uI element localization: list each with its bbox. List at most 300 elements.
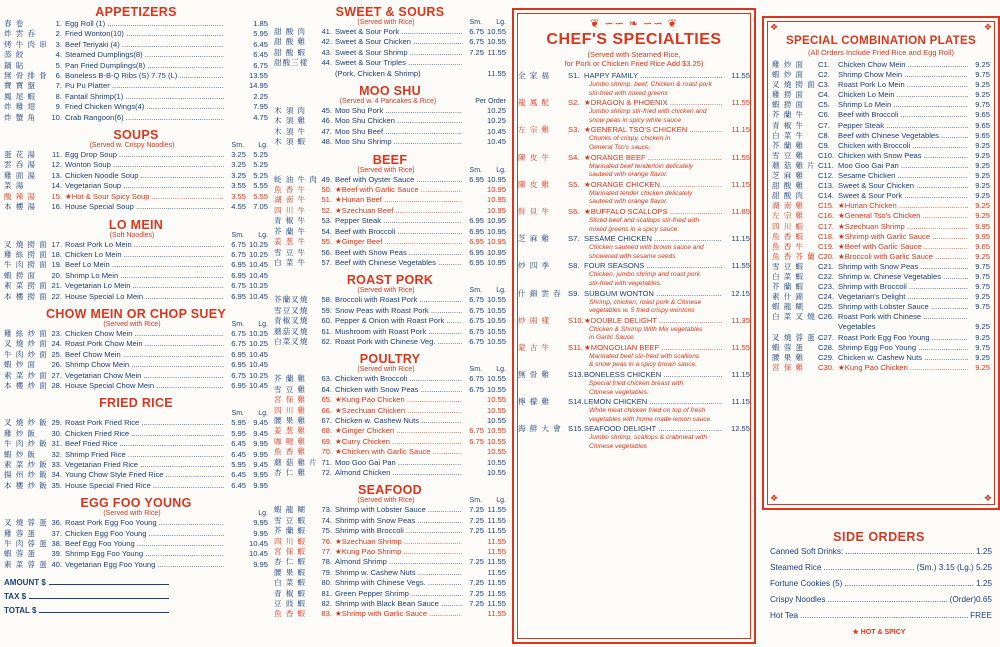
menu-item[interactable]	[274, 578, 506, 588]
combo-item[interactable]	[772, 333, 990, 343]
item-price-large: 7.05	[253, 202, 268, 212]
item-price-large: 10.95	[486, 257, 506, 267]
menu-item[interactable]	[4, 102, 268, 112]
item-name: Sweet & Sour Chicken .....	[335, 37, 462, 47]
menu-item[interactable]	[4, 29, 268, 39]
beef-section	[274, 153, 506, 269]
item-price-small: 6.95	[469, 237, 484, 247]
combo-item[interactable]	[772, 242, 990, 252]
chef-item[interactable]	[518, 207, 750, 217]
menu-item[interactable]	[274, 337, 506, 347]
menu-item[interactable]	[4, 481, 268, 491]
item-chinese-name: 烤 牛 肉 串	[4, 39, 48, 49]
item-name: Crab Rangoon(6) .....	[65, 113, 224, 123]
item-chinese-name: 魚 香 蝦	[274, 609, 307, 619]
combo-list	[768, 60, 994, 373]
side-order-item[interactable]	[762, 544, 996, 560]
combo-item[interactable]	[772, 70, 990, 80]
menu-item[interactable]	[4, 61, 268, 71]
menu-item[interactable]	[274, 458, 506, 468]
side-order-item[interactable]	[762, 560, 996, 576]
menu-item[interactable]	[274, 599, 506, 609]
menu-item[interactable]	[274, 27, 506, 37]
item-price: 9.75	[975, 100, 990, 110]
item-price-small: 7.25	[469, 557, 484, 567]
item-name: ★Broccoli with Garlic Sauce .....	[838, 252, 968, 262]
menu-item[interactable]	[4, 181, 268, 191]
menu-item[interactable]	[274, 237, 506, 247]
item-number: C24.	[818, 292, 835, 302]
item-chinese-name: 芥 蘭 牛	[772, 110, 805, 120]
side-order-item[interactable]	[762, 608, 996, 624]
menu-item[interactable]	[4, 160, 268, 170]
item-description: Marinated beef stir-fried with scallions	[589, 352, 700, 360]
combo-item[interactable]	[772, 353, 990, 363]
menu-item[interactable]	[274, 137, 506, 147]
item-chinese-name: 雪 豆 蝦	[274, 515, 307, 525]
item-chinese-name: 四 川 牛	[274, 205, 307, 215]
combo-item[interactable]	[772, 252, 990, 262]
menu-item[interactable]	[274, 385, 506, 395]
menu-item[interactable]	[274, 505, 506, 515]
item-number: S15.	[568, 424, 584, 434]
combo-item[interactable]	[772, 121, 990, 131]
menu-item[interactable]	[4, 40, 268, 50]
item-price-large: 9.95	[253, 449, 268, 459]
item-number: 58.	[321, 295, 332, 305]
menu-item[interactable]	[274, 557, 506, 567]
menu-item[interactable]	[4, 539, 268, 549]
item-number: 72.	[321, 468, 332, 477]
item-name: Green Pepper Shrimp .....	[335, 589, 462, 599]
item-price-large: 2.25	[253, 91, 268, 101]
item-chinese-name: 甜 酸 雞	[274, 37, 307, 47]
menu-item[interactable]	[274, 258, 506, 268]
menu-item[interactable]	[4, 429, 268, 439]
item-price-small: 6.75	[469, 426, 484, 436]
menu-item[interactable]	[4, 529, 268, 539]
item-price-small: 6.45	[231, 439, 246, 449]
item-price: 11.85	[731, 206, 750, 216]
menu-item[interactable]	[4, 350, 268, 360]
corner-ornament-icon: ❖	[770, 22, 779, 32]
item-description: Sliced beef and scallops stir-fried with	[589, 216, 700, 224]
item-price: 9.25	[975, 211, 990, 221]
chef-item[interactable]	[518, 71, 750, 81]
chef-item[interactable]	[518, 261, 750, 271]
item-price-small: 6.75	[231, 249, 246, 259]
item-name: Roast Pork Lo Mein .....	[838, 80, 968, 90]
item-price: 9.25	[975, 80, 990, 90]
item-price-large: 10.45	[486, 126, 506, 136]
item-price-large: 10.55	[486, 326, 506, 336]
combo-item[interactable]	[772, 363, 990, 373]
item-name: Roast Pork Fried Rice .....	[65, 418, 224, 428]
menu-item[interactable]	[274, 295, 506, 305]
item-chinese-name: 芥 蘭 蝦	[274, 526, 307, 536]
combo-item[interactable]	[772, 272, 990, 282]
item-name: ★DOUBLE DELIGHT .....	[584, 316, 722, 326]
item-number: 52.	[321, 205, 332, 215]
item-price: 9.75	[975, 70, 990, 80]
chef-title: CHEF'S SPECIALTIES	[546, 31, 722, 48]
lg-header: Lg.	[496, 287, 506, 295]
menu-item[interactable]	[274, 406, 506, 416]
item-price-small: 6.75	[469, 305, 484, 315]
item-price-small: 6.75	[231, 239, 246, 249]
combo-item[interactable]	[772, 60, 990, 70]
item-number: C29.	[818, 352, 835, 362]
combo-item[interactable]	[772, 222, 990, 232]
item-price-large: 10.55	[486, 374, 506, 384]
item-price-large: 10.25	[248, 370, 268, 380]
menu-item[interactable]	[274, 447, 506, 457]
menu-item[interactable]	[4, 192, 268, 202]
menu-item[interactable]	[274, 468, 506, 478]
menu-item[interactable]	[4, 360, 268, 370]
menu-item[interactable]	[4, 470, 268, 480]
item-price-large: 10.95	[486, 174, 506, 184]
combo-item[interactable]	[772, 171, 990, 181]
combo-item[interactable]	[772, 302, 990, 312]
item-number: C16.	[818, 211, 835, 221]
menu-item[interactable]	[274, 516, 506, 526]
item-number: 19.	[51, 260, 62, 270]
item-chinese-name: 揚 州 炒 飯	[4, 470, 48, 480]
item-chinese-name: 本 樓 炒 面	[4, 380, 48, 390]
menu-item[interactable]	[274, 216, 506, 226]
tax-line[interactable]	[4, 590, 268, 604]
menu-item[interactable]	[274, 206, 506, 216]
menu-item[interactable]	[274, 248, 506, 258]
chef-item[interactable]	[518, 153, 750, 163]
item-description: mixed greens in a spicy sauce.	[589, 225, 680, 233]
item-description: Marinated beef tenderloin delicately	[589, 162, 694, 170]
item-chinese-name: 雲 呑 湯	[4, 160, 37, 170]
item-chinese-name: 姜 葱 雞	[274, 426, 307, 436]
item-price-small: 7.25	[469, 47, 484, 57]
item-number: 12.	[51, 160, 62, 170]
item-name: Roast Pork with Chinese .....	[838, 312, 968, 322]
item-name: Fortune Cookies (5)	[770, 579, 843, 588]
menu-item[interactable]	[4, 329, 268, 339]
chef-item[interactable]	[518, 180, 750, 190]
menu-item[interactable]	[4, 339, 268, 349]
item-chinese-name: 酸 辣 湯	[4, 191, 37, 201]
menu-item[interactable]	[274, 395, 506, 405]
combo-item[interactable]	[772, 181, 990, 191]
item-price: 9.25	[975, 322, 990, 332]
menu-item[interactable]	[274, 58, 506, 68]
chef-item[interactable]	[518, 125, 750, 135]
amount-line[interactable]	[4, 576, 268, 590]
item-price: 9.25	[975, 362, 990, 372]
item-price-large: 6.45	[253, 39, 268, 49]
item-price: (Sm.) 3.15 (Lg.) 5.25	[916, 563, 992, 572]
combo-item[interactable]	[772, 161, 990, 171]
item-price: (Order)0.65	[949, 595, 992, 604]
menu-item[interactable]	[4, 439, 268, 449]
combo-item[interactable]	[772, 322, 990, 332]
item-number: S3.	[568, 125, 580, 135]
item-number: C3.	[818, 80, 830, 90]
item-name: House Special Chow Mein .....	[65, 381, 224, 391]
combo-item[interactable]	[772, 151, 990, 161]
item-name: ★Kung Pao Chicken .....	[838, 363, 968, 373]
mooshu-subtitle: (Served w. 4 Pancakes & Rice)	[339, 98, 437, 106]
lomein-title: LO MEIN	[108, 217, 164, 232]
menu-item[interactable]	[274, 48, 506, 58]
tax-label: TAX $	[4, 592, 27, 602]
menu-item[interactable]	[4, 240, 268, 250]
item-name: Moo Goo Gai Pan .....	[838, 161, 968, 171]
combo-item[interactable]	[772, 131, 990, 141]
menu-item[interactable]	[274, 327, 506, 337]
item-chinese-name: 蝦 龍 糊	[772, 302, 805, 312]
item-price-large: 10.55	[486, 436, 506, 446]
item-name: Chicken with Broccoli .....	[838, 141, 968, 151]
item-chinese-name: 叉 燒 撈 面	[772, 80, 816, 90]
item-name: Chicken Fried Rice .....	[65, 429, 224, 439]
menu-item[interactable]	[274, 175, 506, 185]
item-chinese-name: 雞 炒 飯	[4, 428, 37, 438]
item-price-large: 10.45	[486, 137, 506, 147]
chef-item[interactable]	[518, 98, 750, 108]
item-name: Pepper Steak .....	[838, 121, 968, 131]
menu-item[interactable]	[4, 81, 268, 91]
menu-item[interactable]	[274, 116, 506, 126]
item-price-large: 5.55	[253, 191, 268, 201]
item-chinese-name: 青 椒 牛	[772, 120, 805, 130]
chowmein-header	[4, 321, 268, 329]
menu-item[interactable]	[274, 306, 506, 316]
item-name: Chicken w. Cashew Nuts .....	[838, 353, 968, 363]
menu-item[interactable]	[274, 416, 506, 426]
item-price: 11.15	[731, 370, 750, 380]
chef-item[interactable]	[518, 316, 750, 326]
menu-item[interactable]	[274, 195, 506, 205]
combo-item[interactable]	[772, 110, 990, 120]
item-name: ★GENERAL TSO'S CHICKEN .....	[584, 125, 722, 135]
side-order-item[interactable]	[762, 576, 996, 592]
item-number: 35.	[51, 480, 62, 490]
menu-item[interactable]	[4, 549, 268, 559]
item-name: Beef with Oyster Sauce .....	[335, 175, 462, 185]
chef-specialties-box	[512, 8, 756, 644]
chowmein-subtitle: (Served with Rice)	[103, 320, 161, 328]
item-number: C1.	[818, 60, 830, 69]
menu-item[interactable]	[4, 381, 268, 391]
chef-item[interactable]	[518, 343, 750, 353]
poultry-subtitle: (Served with Rice)	[357, 366, 415, 374]
item-name: Roast Pork Chow Mein .....	[65, 339, 224, 349]
item-price-small: 3.25	[231, 150, 246, 160]
hot-spicy-legend: ★ HOT & SPICY	[852, 629, 906, 636]
total-line[interactable]	[4, 604, 268, 618]
menu-item[interactable]	[274, 69, 506, 79]
menu-item[interactable]	[4, 71, 268, 81]
item-chinese-name: 宮 保 蝦	[274, 547, 307, 557]
item-number: 69.	[321, 436, 332, 446]
item-name: House Special Fried Rice .....	[65, 481, 224, 491]
item-name: Vegetarian's Delight .....	[838, 292, 968, 302]
menu-item[interactable]	[274, 426, 506, 436]
item-chinese-name: 本 樓 湯	[4, 202, 37, 212]
combo-item[interactable]	[772, 80, 990, 90]
item-price-large: 10.25	[248, 328, 268, 338]
menu-item[interactable]	[4, 150, 268, 160]
menu-item[interactable]	[4, 202, 268, 212]
item-name: Shrimp w. Cashew Nuts .....	[335, 568, 462, 578]
item-price-large: 10.55	[486, 27, 506, 36]
menu-item[interactable]	[4, 450, 268, 460]
item-chinese-name: 腰 果 雞	[274, 415, 307, 425]
item-price-small: 6.95	[231, 380, 246, 390]
item-price-small: 6.75	[469, 336, 484, 346]
chef-item[interactable]	[518, 424, 750, 434]
item-price-large: 10.55	[486, 415, 506, 425]
item-name: Shrimp Fried Rice .....	[65, 450, 224, 460]
combo-item[interactable]	[772, 201, 990, 211]
menu-item[interactable]	[4, 271, 268, 281]
item-name: Shrimp with Broccoli .....	[838, 282, 968, 292]
menu-item[interactable]	[274, 185, 506, 195]
item-chinese-name: 叉 燒 蓉 蛋	[4, 518, 48, 528]
item-price-large: 10.95	[486, 205, 506, 215]
combo-item[interactable]	[772, 282, 990, 292]
menu-item[interactable]	[4, 292, 268, 302]
chef-item[interactable]	[518, 370, 750, 380]
item-number: S11.	[568, 342, 584, 352]
item-price: 9.25	[975, 60, 990, 69]
combo-item[interactable]	[772, 292, 990, 302]
menu-item[interactable]	[274, 547, 506, 557]
chef-item[interactable]	[518, 234, 750, 244]
chef-item[interactable]	[518, 397, 750, 407]
sm-header: Sm.	[469, 166, 482, 174]
corner-ornament-icon: ❖	[983, 493, 992, 503]
item-chinese-name: 魚 香 雞	[274, 447, 307, 457]
item-chinese-name: 青 椒 蝦	[274, 588, 307, 598]
item-price: 9.65	[975, 110, 990, 120]
combo-item[interactable]	[772, 211, 990, 221]
menu-item[interactable]	[274, 227, 506, 237]
item-name: Shrimp with Black Bean Sauce .....	[335, 599, 462, 609]
item-name: ★Beef with Garlic Sauce .....	[335, 185, 462, 195]
menu-item[interactable]	[274, 106, 506, 116]
menu-item[interactable]	[274, 568, 506, 578]
menu-item[interactable]	[274, 37, 506, 47]
menu-item[interactable]	[274, 316, 506, 326]
item-number: 13.	[51, 170, 62, 180]
eggfooyoung-subtitle: (Served with Rice)	[103, 510, 161, 518]
combo-item[interactable]	[772, 100, 990, 110]
menu-column-1	[4, 0, 268, 647]
combo-item[interactable]	[772, 262, 990, 272]
item-number: 74.	[321, 515, 332, 525]
side-order-item[interactable]	[762, 592, 996, 608]
menu-item[interactable]	[4, 250, 268, 260]
menu-item[interactable]	[4, 418, 268, 428]
item-name: ★Shrimp with Garlic Sauce .....	[335, 609, 462, 619]
item-price-large: 11.55	[487, 578, 506, 588]
menu-item[interactable]	[4, 92, 268, 102]
combo-item[interactable]	[772, 312, 990, 322]
lg-header: Lg.	[496, 166, 506, 174]
menu-item[interactable]	[4, 460, 268, 470]
item-number: C2.	[818, 70, 830, 80]
item-chinese-name: 宮 保 雞	[274, 395, 307, 405]
item-chinese-name: 龍 鳳 配	[518, 98, 551, 108]
menu-item[interactable]	[4, 171, 268, 181]
menu-item[interactable]	[274, 437, 506, 447]
item-price-small: 6.75	[469, 37, 484, 47]
menu-item[interactable]	[274, 374, 506, 384]
combo-item[interactable]	[772, 191, 990, 201]
item-name: ★Szechuan Chicken .....	[335, 406, 462, 416]
menu-item[interactable]	[274, 127, 506, 137]
item-name: Beef Chow Mein .....	[65, 350, 224, 360]
item-number: 10.	[51, 112, 62, 122]
item-description: Chicken & Shrimp With Mix vegetables	[589, 325, 703, 333]
chef-item[interactable]	[518, 289, 750, 299]
menu-item[interactable]	[274, 589, 506, 599]
menu-item[interactable]	[4, 50, 268, 60]
item-name: Beef with Snow Peas .....	[335, 248, 462, 258]
item-description: in Garlic Sauce	[589, 334, 634, 342]
item-chinese-name: 雞 蓉 蛋	[4, 528, 37, 538]
menu-item[interactable]	[274, 609, 506, 619]
item-chinese-name: 無 骨 排 骨	[4, 71, 48, 81]
menu-item[interactable]	[4, 281, 268, 291]
menu-item[interactable]	[4, 518, 268, 528]
friedrice-title: FRIED RICE	[99, 396, 173, 411]
item-number: 51.	[321, 195, 332, 205]
item-number: 11.	[52, 150, 62, 160]
item-price-small: 6.45	[231, 480, 246, 490]
item-number: C21.	[818, 261, 835, 271]
menu-item[interactable]	[4, 113, 268, 123]
combo-item[interactable]	[772, 141, 990, 151]
combo-item[interactable]	[772, 232, 990, 242]
item-name: House Special Lo Mein .....	[65, 292, 224, 302]
combo-item[interactable]	[772, 90, 990, 100]
item-price-small: 6.75	[469, 326, 484, 336]
lg-header: Lg.	[496, 19, 506, 26]
item-chinese-name: 炒 四 季	[518, 261, 551, 271]
item-chinese-name: 魚 香 牛	[274, 185, 307, 195]
combo-item[interactable]	[772, 343, 990, 353]
menu-item[interactable]	[4, 19, 268, 29]
menu-item[interactable]	[4, 260, 268, 270]
menu-item[interactable]	[4, 371, 268, 381]
item-price-large: 5.95	[253, 29, 268, 39]
menu-item[interactable]	[274, 537, 506, 547]
item-chinese-name: 無 骨 雞	[518, 370, 551, 380]
item-name: Beef Lo Mein .....	[65, 260, 224, 270]
item-number: 16.	[51, 202, 62, 212]
item-price: 9.65	[975, 130, 990, 140]
menu-item[interactable]	[4, 560, 268, 570]
menu-item[interactable]	[274, 526, 506, 536]
item-price-large: 10.25	[248, 339, 268, 349]
item-price-small: 7.25	[469, 588, 484, 598]
item-chinese-name: 咖 喱 雞	[274, 436, 307, 446]
amount-label: AMOUNT $	[4, 578, 46, 588]
item-price: 1.25	[976, 547, 992, 556]
item-chinese-name: 芥 蘭 雞	[274, 374, 307, 384]
chowmein-section	[4, 307, 268, 391]
